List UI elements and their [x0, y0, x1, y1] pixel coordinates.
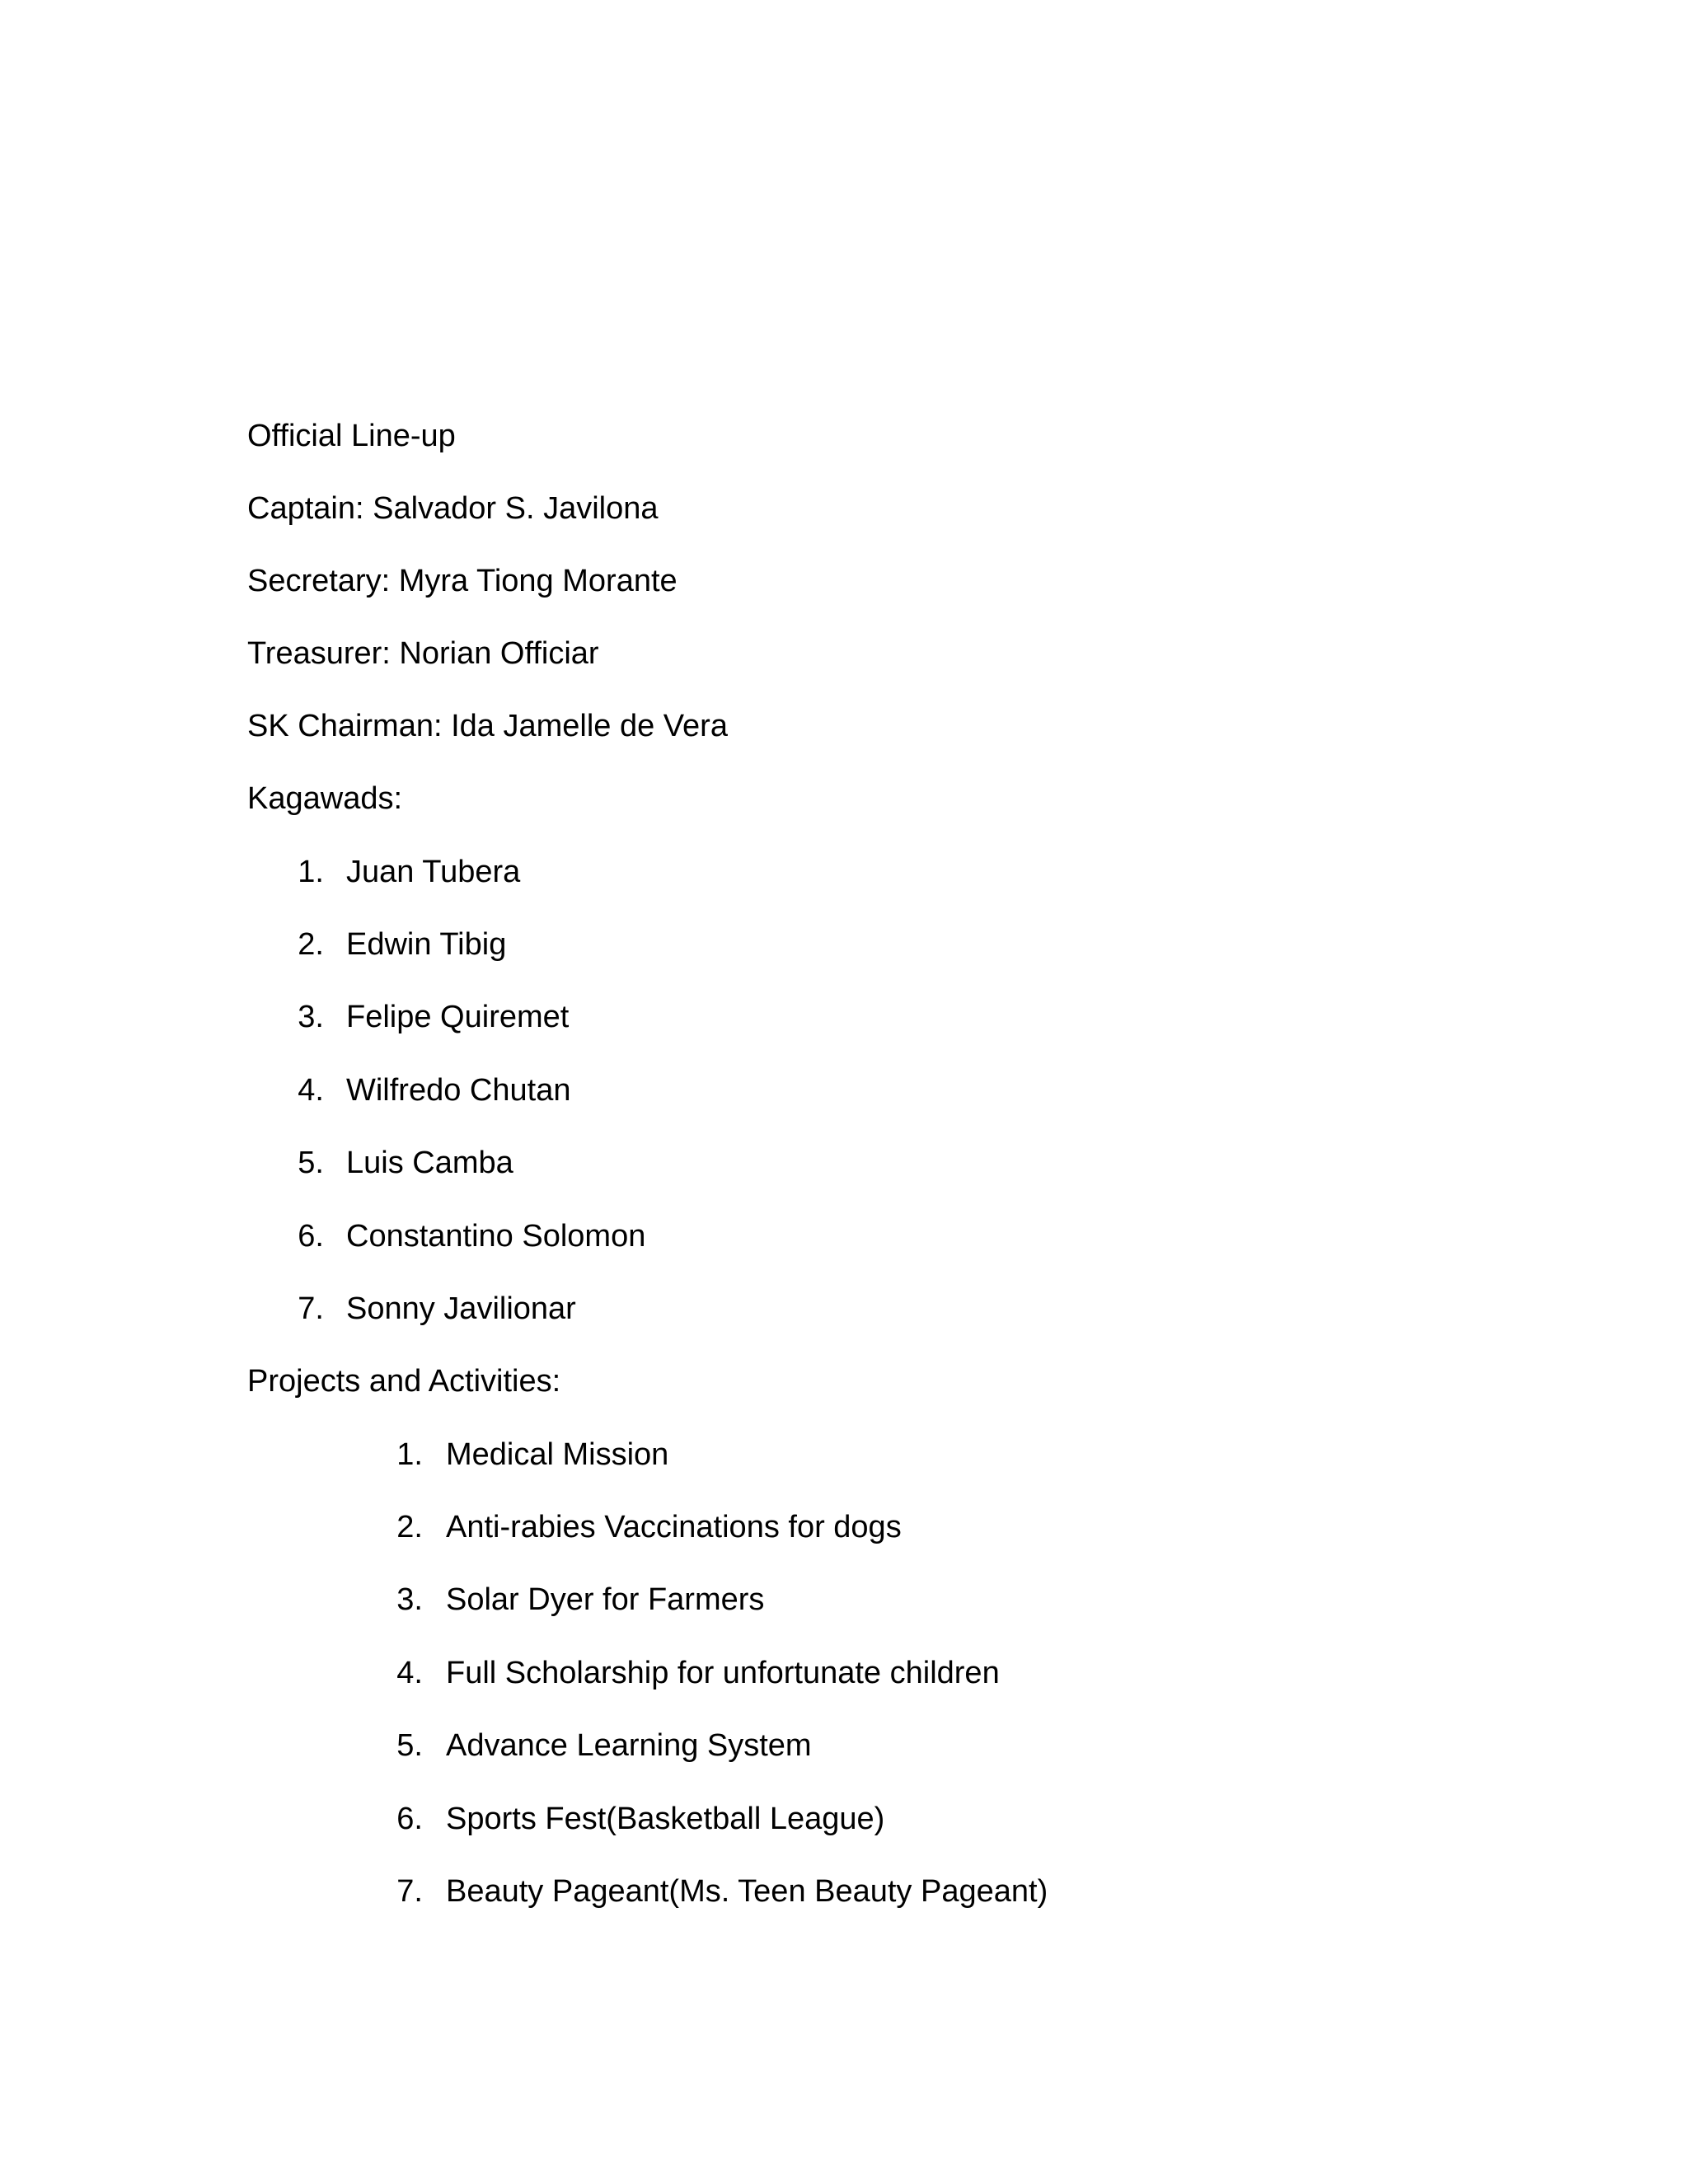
document-heading: Official Line-up [247, 419, 456, 453]
list-item-number: 7. [396, 1874, 423, 1909]
list-item-number: 6. [396, 1802, 423, 1836]
list-item-text: Medical Mission [446, 1437, 669, 1472]
official-captain: Captain: Salvador S. Javilona [247, 491, 659, 526]
list-item-text: Sonny Javilionar [346, 1291, 576, 1326]
list-item-number: 2. [298, 927, 324, 962]
official-sk-chairman: SK Chairman: Ida Jamelle de Vera [247, 709, 728, 743]
list-item-number: 3. [396, 1582, 423, 1617]
list-item-number: 4. [396, 1656, 423, 1690]
kagawads-label: Kagawads: [247, 781, 403, 816]
list-item-number: 2. [396, 1510, 423, 1544]
list-item-number: 5. [396, 1728, 423, 1763]
list-item-text: Sports Fest(Basketball League) [446, 1802, 885, 1836]
list-item-text: Wilfredo Chutan [346, 1073, 571, 1108]
list-item-number: 1. [396, 1437, 423, 1472]
list-item-text: Beauty Pageant(Ms. Teen Beauty Pageant) [446, 1874, 1048, 1909]
list-item-text: Advance Learning System [446, 1728, 812, 1763]
list-item-number: 4. [298, 1073, 324, 1108]
list-item-number: 6. [298, 1219, 324, 1254]
list-item-number: 3. [298, 1000, 324, 1034]
list-item-text: Full Scholarship for unfortunate children [446, 1656, 1000, 1690]
list-item-text: Felipe Quiremet [346, 1000, 570, 1034]
projects-label: Projects and Activities: [247, 1364, 561, 1399]
official-treasurer: Treasurer: Norian Officiar [247, 636, 599, 671]
list-item-number: 7. [298, 1291, 324, 1326]
list-item-text: Solar Dyer for Farmers [446, 1582, 765, 1617]
list-item-text: Juan Tubera [346, 855, 521, 889]
list-item-text: Edwin Tibig [346, 927, 507, 962]
list-item-number: 5. [298, 1146, 324, 1180]
list-item-text: Luis Camba [346, 1146, 513, 1180]
list-item-number: 1. [298, 855, 324, 889]
list-item-text: Anti-rabies Vaccinations for dogs [446, 1510, 902, 1544]
list-item-text: Constantino Solomon [346, 1219, 646, 1254]
official-secretary: Secretary: Myra Tiong Morante [247, 564, 678, 598]
